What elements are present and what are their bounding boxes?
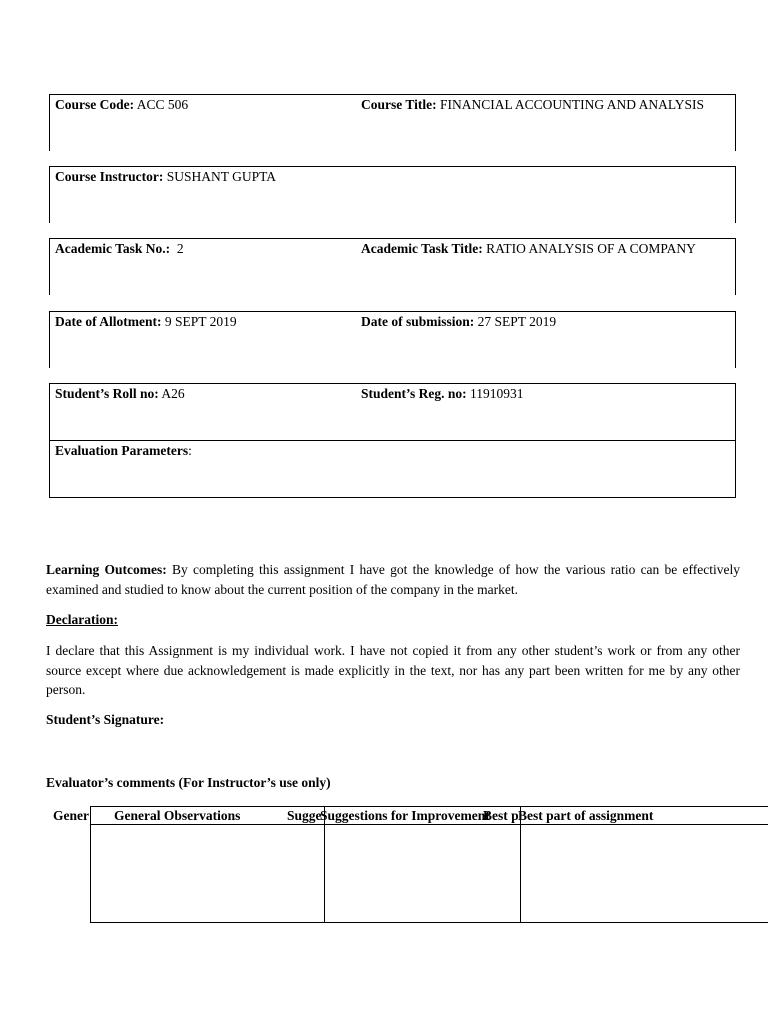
- course-code: Course Code: ACC 506: [55, 97, 189, 112]
- column-header-best-part: Best part of assignment: [518, 808, 654, 823]
- table-header-border: [90, 824, 768, 825]
- course-box: [49, 94, 736, 151]
- student-roll-no: Student’s Roll no: A26: [55, 386, 185, 401]
- learning-outcomes: Learning Outcomes: By completing this assignment I have got the knowledge of how the various ratio can be effectively examined and studied to know about the current position of the company in the market.: [46, 562, 740, 597]
- academic-task-no: Academic Task No.: 2: [55, 241, 184, 256]
- student-box: [49, 383, 736, 498]
- table-left-border: [90, 806, 91, 923]
- instructor-box: [49, 166, 736, 223]
- declaration-heading: Declaration:: [46, 612, 118, 627]
- overflow-fragment-best-part: Best p: [483, 808, 519, 823]
- declaration-text: I declare that this Assignment is my individual work. I have not copied it from any other student’s work or from any other source except where due acknowledgement is made explicitly in the text, nor has any part been written for me by any other person.: [46, 643, 740, 697]
- course-title: Course Title: FINANCIAL ACCOUNTING AND ANALYSIS: [361, 97, 705, 112]
- dates-box: [49, 311, 736, 368]
- academic-task-title: Academic Task Title: RATIO ANALYSIS OF A COMPANY: [361, 241, 696, 256]
- overflow-fragment-suggestions: Sugge: [287, 808, 322, 823]
- table-top-border: [90, 806, 768, 807]
- date-of-submission: Date of submission: 27 SEPT 2019: [361, 314, 557, 329]
- evaluation-parameters: Evaluation Parameters:: [55, 443, 192, 458]
- column-header-general-observations: General Observations: [114, 808, 241, 823]
- student-reg-no: Student’s Reg. no: 11910931: [361, 386, 524, 401]
- row-divider: [50, 440, 735, 441]
- table-bottom-border: [90, 922, 768, 923]
- evaluator-heading: Evaluator’s comments (For Instructor’s use only): [46, 775, 331, 790]
- date-of-allotment: Date of Allotment: 9 SEPT 2019: [55, 314, 237, 329]
- student-signature-label: Student’s Signature:: [46, 712, 165, 727]
- course-instructor: Course Instructor: SUSHANT GUPTA: [55, 169, 277, 184]
- overflow-fragment-general: Gener: [53, 808, 89, 823]
- task-box: [49, 238, 736, 295]
- column-header-suggestions: Suggestions for Improvement: [320, 808, 490, 823]
